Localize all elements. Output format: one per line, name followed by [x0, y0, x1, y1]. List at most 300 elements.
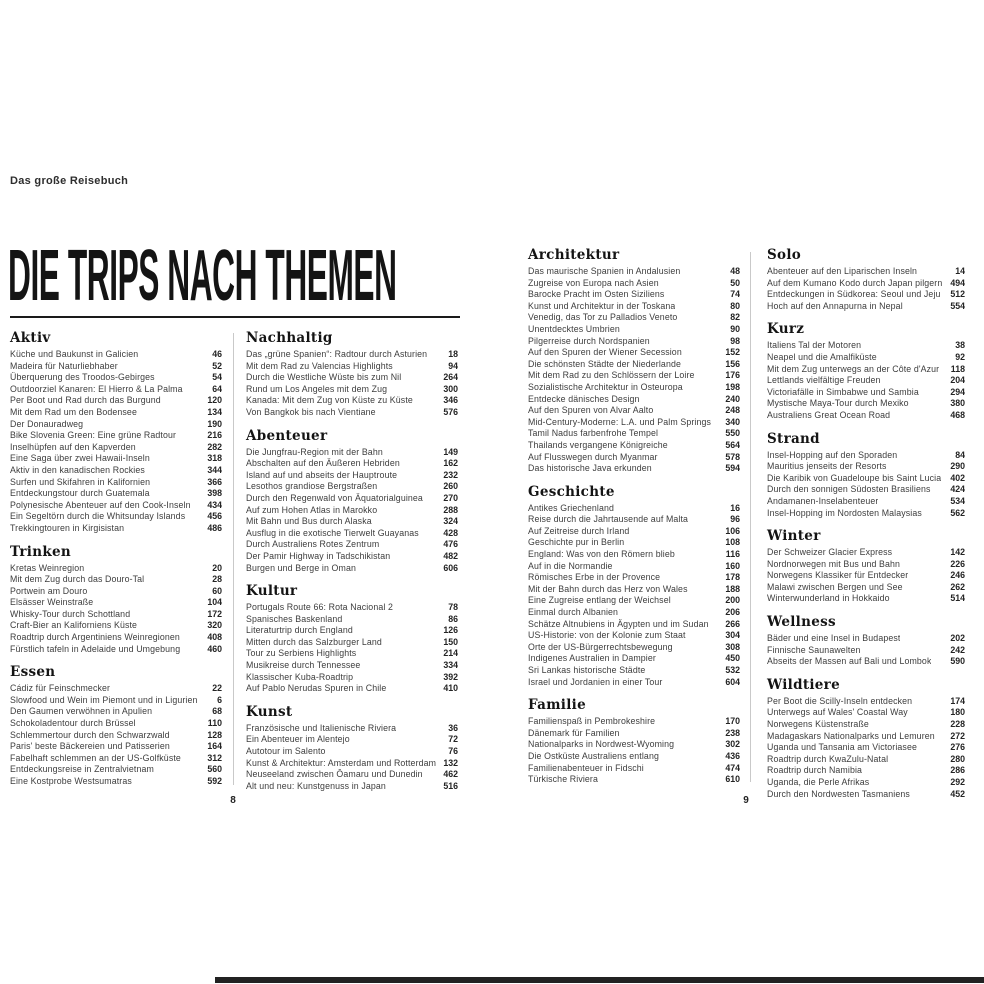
entry-title: Roadtrip durch Argentiniens Weinregionen [10, 632, 180, 643]
toc-entry [528, 503, 740, 515]
toc-entry [10, 361, 222, 373]
entry-title: Insel-Hopping auf den Sporaden [767, 449, 898, 460]
toc-entry [767, 375, 965, 387]
entry-page-number: 160 [725, 560, 740, 571]
entry-page-number: 246 [950, 570, 965, 581]
toc-entry [10, 597, 222, 609]
entry-title: Hoch auf den Annapurna in Nepal [767, 300, 903, 311]
entry-title: Australiens Great Ocean Road [767, 409, 891, 420]
toc-entry [10, 730, 222, 742]
toc-entry [528, 428, 740, 440]
entry-page-number: 50 [730, 277, 740, 288]
toc-entry [528, 394, 740, 406]
toc-entry [10, 644, 222, 656]
entry-title: Schätze Altnubiens in Ägypten und im Sudan [528, 618, 709, 629]
entry-title: Nordnorwegen mit Bus und Bahn [767, 558, 901, 569]
toc-entry [246, 481, 458, 493]
entry-title: Abseits der Massen auf Bali und Lombok [767, 656, 932, 667]
entry-page-number: 340 [725, 416, 740, 427]
toc-entry [246, 648, 458, 660]
entry-page-number: 240 [725, 393, 740, 404]
toc-section-essen [10, 665, 222, 787]
entry-title: Lesothos grandiose Bergstraßen [246, 481, 378, 492]
entry-page-number: 270 [443, 492, 458, 503]
entry-title: Dänemark für Familien [528, 727, 620, 738]
entry-title: Auf Flusswegen durch Myanmar [528, 451, 658, 462]
entry-page-number: 176 [725, 370, 740, 381]
entry-page-number: 562 [950, 507, 965, 518]
toc-entry [767, 559, 965, 571]
entry-page-number: 38 [955, 340, 965, 351]
toc-entry [246, 781, 458, 793]
entry-page-number: 90 [730, 323, 740, 334]
toc-entry [528, 405, 740, 417]
entry-title: Orte der US-Bürgerrechtsbewegung [528, 641, 673, 652]
toc-entry [767, 707, 965, 719]
entry-page-number: 482 [443, 550, 458, 561]
entry-page-number: 276 [950, 742, 965, 753]
toc-entry [246, 734, 458, 746]
toc-entry [246, 384, 458, 396]
toc-entry [528, 607, 740, 619]
entry-title: Die Jungfrau-Region mit der Bahn [246, 446, 383, 457]
entry-page-number: 610 [725, 774, 740, 785]
entry-title: Spanisches Baskenland [246, 613, 343, 624]
entry-title: Durch die Westliche Wüste bis zum Nil [246, 372, 402, 383]
entry-page-number: 82 [730, 312, 740, 323]
toc-entry [528, 278, 740, 290]
entry-page-number: 560 [207, 764, 222, 775]
section-heading: Winter [767, 528, 821, 545]
entry-page-number: 202 [950, 633, 965, 644]
entry-title: Das historische Java erkunden [528, 463, 652, 474]
entry-page-number: 300 [443, 383, 458, 394]
entry-title: Kunst und Architektur in der Toskana [528, 300, 676, 311]
entry-title: Durch Australiens Rotes Zentrum [246, 539, 380, 550]
entry-page-number: 452 [950, 788, 965, 799]
toc-entry [528, 653, 740, 665]
entry-title: Ein Abenteuer im Alentejo [246, 734, 350, 745]
toc-section-winter [767, 529, 965, 605]
toc-entry [10, 419, 222, 431]
entry-page-number: 550 [725, 428, 740, 439]
entry-title: Das maurische Spanien in Andalusien [528, 266, 681, 276]
entry-page-number: 238 [725, 727, 740, 738]
toc-section-familie [528, 698, 740, 786]
toc-entry [246, 458, 458, 470]
toc-entry [528, 514, 740, 526]
entry-title: Fürstlich tafeln in Adelaide und Umgebung [10, 643, 181, 654]
toc-entry [528, 370, 740, 382]
toc-entry [767, 570, 965, 582]
column-divider-left-page [233, 333, 234, 785]
entry-page-number: 14 [955, 266, 965, 276]
entry-page-number: 304 [725, 630, 740, 641]
title-underline [10, 316, 460, 318]
entry-title: US-Historie: von der Kolonie zum Staat [528, 630, 686, 641]
entry-page-number: 590 [950, 656, 965, 667]
entry-title: Trekkingtouren in Kirgisistan [10, 522, 125, 533]
entry-page-number: 108 [725, 537, 740, 548]
toc-entry [767, 633, 965, 645]
entry-page-number: 450 [725, 653, 740, 664]
entry-page-number: 172 [207, 608, 222, 619]
entry-page-number: 152 [725, 347, 740, 358]
entry-page-number: 424 [950, 484, 965, 495]
toc-entry [767, 461, 965, 473]
toc-entry [10, 563, 222, 575]
entry-page-number: 398 [207, 488, 222, 499]
entry-title: Einmal durch Albanien [528, 607, 619, 618]
toc-column-2 [246, 331, 458, 792]
entry-page-number: 6 [217, 694, 222, 705]
toc-entry [767, 301, 965, 313]
entry-page-number: 532 [725, 665, 740, 675]
toc-entry [246, 758, 458, 770]
toc-entry [246, 407, 458, 419]
entry-page-number: 156 [725, 358, 740, 369]
entry-title: Küche und Baukunst in Galicien [10, 349, 139, 359]
entry-page-number: 86 [448, 613, 458, 624]
entry-title: Schokoladentour durch Brüssel [10, 718, 136, 729]
toc-entry [767, 719, 965, 731]
toc-entry [246, 395, 458, 407]
toc-entry [246, 746, 458, 758]
toc-entry [10, 407, 222, 419]
toc-entry [767, 266, 965, 278]
entry-page-number: 126 [443, 625, 458, 636]
entry-title: Abenteuer auf den Liparischen Inseln [767, 266, 918, 276]
entry-title: Die Ostküste Australiens entlang [528, 750, 659, 761]
toc-entry [528, 584, 740, 596]
toc-entry [767, 765, 965, 777]
entry-page-number: 260 [443, 481, 458, 492]
entry-title: Tour zu Serbiens Highlights [246, 648, 357, 659]
entry-title: Das „grüne Spanien“: Radtour durch Asturien [246, 349, 428, 359]
toc-entry [528, 728, 740, 740]
entry-page-number: 514 [950, 593, 965, 604]
entry-title: Der Pamir Highway in Tadschikistan [246, 550, 391, 561]
toc-entry [10, 609, 222, 621]
toc-section-aktiv [10, 331, 222, 535]
toc-entry [528, 289, 740, 301]
entry-title: Bike Slovenia Green: Eine grüne Radtour [10, 430, 177, 441]
entry-page-number: 116 [725, 549, 740, 560]
toc-entry [246, 528, 458, 540]
entry-page-number: 346 [443, 395, 458, 406]
entry-page-number: 36 [448, 722, 458, 733]
entry-page-number: 594 [725, 463, 740, 474]
entry-page-number: 142 [950, 547, 965, 558]
entry-title: Von Bangkok bis nach Vientiane [246, 406, 376, 417]
entry-page-number: 46 [212, 349, 222, 359]
entry-page-number: 606 [443, 562, 458, 573]
entry-title: Fabelhaft schlemmen an der US-Golfküste [10, 752, 181, 763]
entry-page-number: 280 [950, 753, 965, 764]
entry-title: Auf Pablo Nerudas Spuren in Chile [246, 683, 387, 694]
toc-entry [767, 645, 965, 657]
entry-title: Elsässer Weinstraße [10, 597, 94, 608]
toc-entry [246, 516, 458, 528]
entry-page-number: 512 [950, 289, 965, 300]
entry-title: Mid-Century-Moderne: L.A. und Palm Springs [528, 416, 712, 427]
entry-page-number: 94 [448, 360, 458, 371]
entry-page-number: 128 [207, 729, 222, 740]
toc-entry [528, 266, 740, 278]
entry-page-number: 344 [207, 464, 222, 475]
entry-title: Portugals Route 66: Rota Nacional 2 [246, 602, 393, 613]
entry-page-number: 132 [443, 757, 458, 768]
entry-page-number: 302 [725, 739, 740, 750]
entry-title: Zugreise von Europa nach Asien [528, 277, 659, 288]
entry-page-number: 460 [207, 643, 222, 654]
entry-title: Aktiv in den kanadischen Rockies [10, 464, 145, 475]
toc-entry [10, 511, 222, 523]
entry-page-number: 324 [443, 516, 458, 527]
toc-entry [767, 484, 965, 496]
entry-title: Thailands vergangene Königreiche [528, 439, 668, 450]
entry-page-number: 162 [443, 458, 458, 469]
toc-entry [528, 677, 740, 689]
entry-page-number: 149 [443, 446, 458, 457]
toc-entry [10, 695, 222, 707]
toc-entry [528, 619, 740, 631]
entry-page-number: 392 [443, 671, 458, 682]
entry-title: Mit dem Zug unterwegs an der Côte d'Azur [767, 363, 940, 374]
entry-title: Autotour im Salento [246, 746, 326, 757]
page-title-text: DIE TRIPS NACH THEMEN [8, 236, 397, 316]
section-heading: Essen [10, 664, 56, 681]
entry-title: Familienspaß in Pembrokeshire [528, 716, 656, 727]
entry-title: Bäder und eine Insel in Budapest [767, 633, 901, 644]
toc-entry [528, 301, 740, 313]
toc-entry [767, 410, 965, 422]
left-page-number: 8 [230, 795, 236, 806]
entry-page-number: 308 [725, 641, 740, 652]
entry-page-number: 120 [207, 395, 222, 406]
entry-title: Per Boot und Rad durch das Burgund [10, 395, 161, 406]
toc-entry [10, 764, 222, 776]
entry-title: Römisches Erbe in der Provence [528, 572, 661, 583]
entry-title: Kretas Weinregion [10, 562, 85, 573]
section-heading: Solo [767, 247, 802, 263]
toc-entry [528, 417, 740, 429]
entry-title: Entdeckungen in Südkorea: Seoul und Jeju [767, 289, 941, 300]
entry-title: Indigenes Australien in Dampier [528, 653, 656, 664]
toc-section-nachhaltig [246, 331, 458, 419]
entry-page-number: 216 [207, 430, 222, 441]
entry-title: Alt und neu: Kunstgenuss in Japan [246, 780, 386, 791]
entry-title: Norwegens Küstenstraße [767, 719, 869, 730]
entry-title: Musikreise durch Tennessee [246, 660, 361, 671]
entry-page-number: 436 [725, 750, 740, 761]
toc-entry [246, 602, 458, 614]
toc-entry [528, 751, 740, 763]
toc-entry [10, 718, 222, 730]
entry-page-number: 312 [207, 752, 222, 763]
entry-page-number: 190 [207, 418, 222, 429]
toc-section-wellness [767, 615, 965, 668]
toc-entry [10, 632, 222, 644]
entry-title: Entdeckungsreise in Zentralvietnam [10, 764, 154, 775]
toc-entry [10, 500, 222, 512]
entry-page-number: 18 [448, 349, 458, 359]
entry-page-number: 232 [443, 469, 458, 480]
entry-page-number: 72 [448, 734, 458, 745]
toc-column-1 [10, 331, 222, 788]
toc-entry [528, 642, 740, 654]
toc-entry [528, 665, 740, 677]
entry-title: Uganda, die Perle Afrikas [767, 777, 870, 787]
entry-title: Sri Lankas historische Städte [528, 665, 646, 675]
toc-entry [528, 336, 740, 348]
toc-entry [10, 465, 222, 477]
entry-page-number: 214 [443, 648, 458, 659]
entry-title: Klassischer Kuba-Roadtrip [246, 671, 354, 682]
toc-entry [10, 372, 222, 384]
toc-entry [528, 763, 740, 775]
entry-title: Auf Zeitreise durch Irland [528, 525, 630, 536]
toc-entry [10, 753, 222, 765]
entry-title: Auf in die Normandie [528, 560, 613, 571]
entry-title: Literaturtrip durch England [246, 625, 353, 636]
toc-section-kurz [767, 322, 965, 421]
toc-entry [10, 477, 222, 489]
entry-page-number: 174 [950, 695, 965, 706]
entry-page-number: 104 [207, 597, 222, 608]
entry-title: Entdecke dänisches Design [528, 393, 640, 404]
entry-page-number: 462 [443, 769, 458, 780]
toc-entry [767, 696, 965, 708]
toc-entry [10, 741, 222, 753]
entry-page-number: 294 [950, 386, 965, 397]
entry-title: Sozialistische Architektur in Osteuropa [528, 381, 683, 392]
entry-page-number: 456 [207, 511, 222, 522]
column-divider-right-page [750, 252, 751, 782]
entry-page-number: 150 [443, 636, 458, 647]
entry-title: Auf zum Hohen Atlas in Marokko [246, 504, 378, 515]
entry-page-number: 428 [443, 527, 458, 538]
toc-entry [767, 387, 965, 399]
section-heading: Wellness [767, 614, 836, 631]
entry-page-number: 264 [443, 372, 458, 383]
entry-page-number: 74 [730, 289, 740, 300]
entry-title: Eine Zugreise entlang der Weichsel [528, 595, 671, 606]
entry-page-number: 106 [725, 525, 740, 536]
entry-title: Auf den Spuren von Alvar Aalto [528, 405, 654, 416]
toc-column-4 [767, 248, 965, 800]
entry-page-number: 96 [730, 514, 740, 525]
toc-entry [528, 347, 740, 359]
toc-entry [767, 352, 965, 364]
toc-entry [246, 551, 458, 563]
entry-page-number: 476 [443, 539, 458, 550]
entry-title: Per Boot die Scilly-Inseln entdecken [767, 695, 913, 706]
toc-entry [767, 289, 965, 301]
toc-section-kunst [246, 705, 458, 793]
entry-title: Neapel und die Amalfiküste [767, 351, 877, 362]
entry-page-number: 262 [950, 581, 965, 592]
toc-entry [10, 683, 222, 695]
entry-title: Schlemmertour durch den Schwarzwald [10, 729, 170, 740]
toc-column-3 [528, 248, 740, 786]
entry-title: Den Gaumen verwöhnen in Apulien [10, 706, 153, 717]
toc-entry [246, 493, 458, 505]
entry-page-number: 380 [950, 398, 965, 409]
entry-title: Craft-Bier an Kaliforniens Küste [10, 620, 138, 631]
toc-entry [528, 595, 740, 607]
toc-entry [528, 526, 740, 538]
entry-title: Lettlands vielfältige Freuden [767, 375, 881, 386]
toc-entry [767, 398, 965, 410]
toc-entry [10, 384, 222, 396]
entry-title: Inselhüpfen auf den Kapverden [10, 441, 136, 452]
entry-page-number: 52 [212, 360, 222, 371]
toc-entry [767, 473, 965, 485]
toc-entry [528, 537, 740, 549]
toc-entry [528, 630, 740, 642]
entry-title: Madeira für Naturliebhaber [10, 360, 118, 371]
toc-entry [528, 440, 740, 452]
entry-title: Der Donauradweg [10, 418, 84, 429]
entry-page-number: 292 [950, 777, 965, 787]
entry-page-number: 198 [725, 381, 740, 392]
entry-page-number: 320 [207, 620, 222, 631]
section-heading: Kultur [246, 583, 298, 600]
entry-page-number: 554 [950, 300, 965, 311]
entry-title: Barocke Pracht im Osten Siziliens [528, 289, 665, 300]
entry-page-number: 92 [955, 351, 965, 362]
entry-title: Nationalparks in Nordwest-Wyoming [528, 739, 675, 750]
toc-entry [528, 572, 740, 584]
toc-entry [246, 563, 458, 575]
toc-entry [10, 523, 222, 535]
toc-entry [10, 488, 222, 500]
toc-entry [246, 672, 458, 684]
book-series-label: Das große Reisebuch [10, 175, 129, 187]
entry-title: Die schönsten Städte der Niederlande [528, 358, 681, 369]
toc-entry [528, 716, 740, 728]
entry-page-number: 228 [950, 719, 965, 730]
toc-entry [767, 340, 965, 352]
right-page-number: 9 [743, 795, 749, 806]
entry-title: Uganda und Tansania am Victoriasee [767, 742, 917, 753]
entry-page-number: 54 [212, 372, 222, 383]
toc-entry [10, 574, 222, 586]
entry-page-number: 200 [725, 595, 740, 606]
entry-page-number: 282 [207, 441, 222, 452]
entry-title: Paris' beste Bäckereien und Patisserien [10, 741, 170, 752]
toc-entry [10, 395, 222, 407]
section-heading: Architektur [528, 247, 620, 263]
toc-entry [767, 754, 965, 766]
toc-entry [528, 463, 740, 475]
entry-page-number: 180 [950, 707, 965, 718]
toc-entry [10, 620, 222, 632]
entry-title: Reise durch die Jahrtausende auf Malta [528, 514, 689, 525]
entry-title: Mitten durch das Salzburger Land [246, 636, 382, 647]
entry-title: Roadtrip durch Namibia [767, 765, 863, 776]
entry-title: Portwein am Douro [10, 585, 88, 596]
toc-entry [528, 452, 740, 464]
entry-page-number: 78 [448, 602, 458, 613]
entry-page-number: 80 [730, 300, 740, 311]
entry-title: Andamanen-Inselabenteuer [767, 495, 879, 506]
entry-title: Französische und Italienische Riviera [246, 722, 397, 733]
section-heading: Nachhaltig [246, 330, 333, 346]
entry-page-number: 468 [950, 409, 965, 420]
toc-entry [767, 789, 965, 801]
